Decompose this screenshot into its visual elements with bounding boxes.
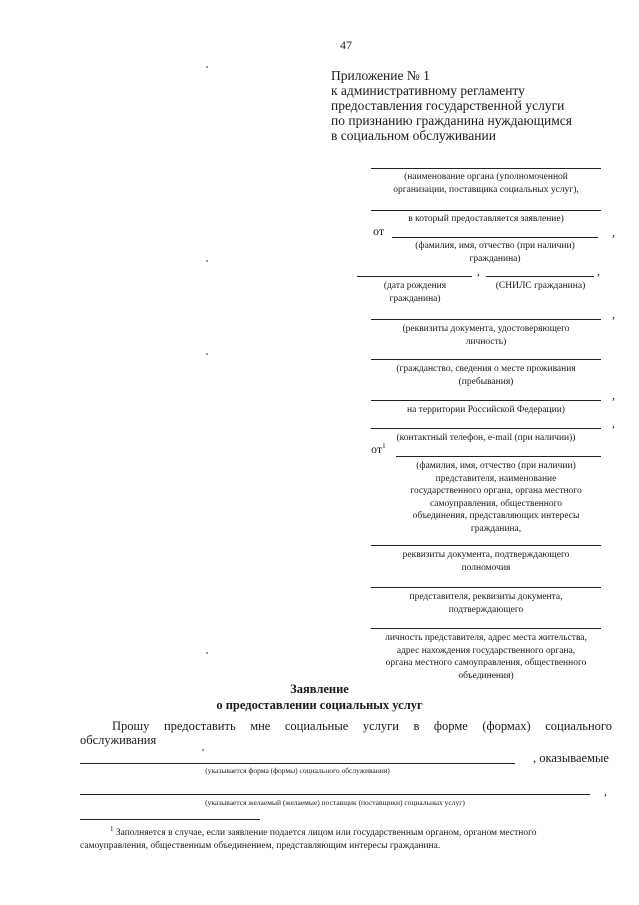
citizenship-caption: (гражданство, сведения о месте проживания (пребывания) — [396, 364, 576, 387]
contact-caption: (контактный телефон, e-mail (при наличии)) — [396, 433, 576, 443]
comma: , — [604, 784, 607, 798]
footnote-mark: 1 — [382, 442, 386, 450]
birth-caption: (дата рождения гражданина) — [383, 281, 447, 304]
citizenship-field[interactable] — [371, 359, 601, 360]
comma: , — [597, 264, 600, 278]
appendix-line: в социальном обслуживании — [331, 128, 496, 143]
territory-caption: на территории Российской Федерации) — [407, 405, 565, 415]
page-number: 47 — [340, 38, 352, 52]
appendix-line: к административному регламенту — [331, 83, 525, 98]
appendix-line: по признанию гражданина нуждающимся — [331, 113, 572, 128]
id-doc-field[interactable] — [371, 319, 601, 320]
authority-doc-field[interactable] — [371, 545, 601, 546]
footnote-separator — [80, 819, 260, 820]
representative-caption: (фамилия, имя, отчество (при наличии) представителя, наименование государственного органа, органа местного самоуправления, общественного объединения, представляющих интересы гражданина, — [410, 461, 582, 534]
request-text-line2: обслуживания — [80, 733, 157, 747]
representative-identity-field[interactable] — [371, 628, 601, 629]
document-subtitle: о предоставлении социальных услуг — [216, 698, 423, 712]
service-form-caption: (указывается форма (формы) социального обслуживания) — [205, 766, 390, 775]
authority-doc-caption: реквизиты документа, подтверждающего полномочия — [402, 550, 570, 573]
document-title: Заявление — [290, 682, 349, 696]
scan-speck — [206, 66, 208, 68]
organ-name-field-2[interactable] — [371, 210, 601, 211]
fio-caption: (фамилия, имя, отчество (при наличии) гражданина) — [415, 241, 575, 264]
submitted-to-caption: в который предоставляется заявление) — [408, 214, 564, 224]
contact-field[interactable] — [371, 428, 601, 429]
scan-speck — [202, 749, 204, 751]
scan-speck — [206, 260, 208, 262]
appendix-line: предоставления государственной услуги — [331, 98, 565, 113]
footnote-mark: 1 — [110, 825, 114, 833]
comma: , — [612, 416, 615, 430]
appendix-line: Приложение № 1 — [331, 68, 430, 83]
comma: , — [612, 388, 615, 402]
appendix-block — [331, 68, 611, 143]
footnote-text: Заполняется в случае, если заявление подается лицом или государственным органом, органом местного самоуправления, общественным объединением, представляющим интересы гражданина. — [80, 828, 537, 852]
snils-caption: (СНИЛС гражданина) — [495, 281, 586, 291]
representative-doc-field[interactable] — [371, 587, 601, 588]
comma: , — [612, 307, 615, 321]
representative-identity-caption: личность представителя, адрес места жительства, адрес нахождения государственного органа, органа местного самоуправления, общественного объединения) — [385, 633, 587, 681]
from-label: от — [373, 224, 385, 238]
organ-caption: (наименование органа (уполномоченной организации, поставщика социальных услуг), — [393, 172, 579, 195]
snils-field[interactable] — [486, 276, 594, 277]
scan-speck — [206, 353, 208, 355]
comma: , — [612, 225, 615, 239]
comma: , — [477, 264, 480, 278]
service-form-field[interactable] — [80, 763, 515, 764]
id-doc-caption: (реквизиты документа, удостоверяющего личность) — [402, 324, 570, 347]
provider-caption: (указывается желаемый (желаемые) поставщик (поставщики) социальных услуг) — [205, 798, 465, 807]
scan-speck — [206, 652, 208, 654]
request-text-line1: Прошу предоставить мне социальные услуги в форме (формах) социального — [112, 719, 612, 733]
from-label-representative: $от^1$ — [371, 442, 386, 456]
birth-date-field[interactable] — [357, 276, 472, 277]
representative-doc-caption: представителя, реквизиты документа, подтверждающего — [409, 592, 563, 615]
territory-field[interactable] — [371, 400, 601, 401]
provided-by-text: , оказываемые — [533, 751, 609, 765]
citizen-fio-field[interactable] — [392, 237, 598, 238]
organ-name-field[interactable] — [371, 168, 601, 169]
provider-field[interactable] — [80, 794, 590, 795]
footnote — [80, 823, 600, 853]
representative-field[interactable] — [396, 456, 601, 457]
